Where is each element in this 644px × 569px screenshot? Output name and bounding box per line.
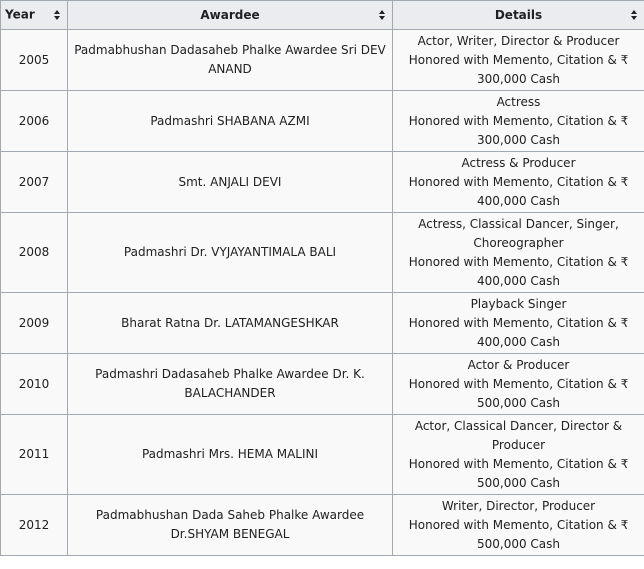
details-role: Playback Singer xyxy=(470,296,567,311)
year-cell: 2007 xyxy=(1,152,68,213)
details-cell xyxy=(393,415,644,495)
year-cell: 2012 xyxy=(1,495,68,556)
awardee-cell: Smt. ANJALI DEVI xyxy=(68,152,393,213)
details-cell xyxy=(393,91,644,152)
table-row xyxy=(1,495,644,556)
year-cell: 2005 xyxy=(1,30,68,91)
awardee-column-header[interactable] xyxy=(68,1,393,30)
table-row xyxy=(1,354,644,415)
sort-icon[interactable] xyxy=(631,10,637,20)
details-role: Writer, Director, Producer xyxy=(441,498,596,513)
table-row xyxy=(1,213,644,293)
details-honor: Honored with Memento, Citation & ₹ 500,000 Cash xyxy=(408,376,629,410)
year-column-header[interactable] xyxy=(1,1,68,30)
details-cell xyxy=(393,213,644,293)
table-row xyxy=(1,152,644,213)
year-cell: 2006 xyxy=(1,91,68,152)
awardee-cell: Padmashri Dr. VYJAYANTIMALA BALI xyxy=(68,213,393,293)
details-cell xyxy=(393,354,644,415)
details-honor: Honored with Memento, Citation & ₹ 400,000 Cash xyxy=(408,174,629,208)
table-row xyxy=(1,91,644,152)
details-honor: Honored with Memento, Citation & ₹ 500,000 Cash xyxy=(408,517,629,551)
year-header-label: Year xyxy=(5,7,35,22)
details-role: Actor, Classical Dancer, Director & Producer xyxy=(414,418,623,452)
awardee-cell: Padmabhushan Dada Saheb Phalke Awardee Dr.SHYAM BENEGAL xyxy=(68,495,393,556)
awardee-cell: Padmashri Mrs. HEMA MALINI xyxy=(68,415,393,495)
details-role: Actress & Producer xyxy=(461,155,576,170)
awardee-header-label: Awardee xyxy=(200,7,260,22)
awardee-cell: Padmabhushan Dadasaheb Phalke Awardee Sri DEV ANAND xyxy=(68,30,393,91)
year-cell: 2008 xyxy=(1,213,68,293)
details-cell xyxy=(393,293,644,354)
details-role: Actress xyxy=(496,94,541,109)
details-honor: Honored with Memento, Citation & ₹ 400,000 Cash xyxy=(408,254,629,288)
sort-icon[interactable] xyxy=(379,10,385,20)
details-role: Actor & Producer xyxy=(467,357,570,372)
details-honor: Honored with Memento, Citation & ₹ 300,000 Cash xyxy=(408,52,629,86)
details-column-header[interactable] xyxy=(393,1,644,30)
details-honor: Honored with Memento, Citation & ₹ 400,000 Cash xyxy=(408,315,629,349)
year-cell: 2010 xyxy=(1,354,68,415)
details-honor: Honored with Memento, Citation & ₹ 300,000 Cash xyxy=(408,113,629,147)
table-row xyxy=(1,30,644,91)
details-honor: Honored with Memento, Citation & ₹ 500,000 Cash xyxy=(408,456,629,490)
details-cell xyxy=(393,30,644,91)
year-cell: 2009 xyxy=(1,293,68,354)
details-header-label: Details xyxy=(494,7,543,22)
table-header-row xyxy=(1,1,644,30)
table-row xyxy=(1,415,644,495)
details-cell xyxy=(393,152,644,213)
awardee-cell: Bharat Ratna Dr. LATAMANGESHKAR xyxy=(68,293,393,354)
sort-icon[interactable] xyxy=(54,10,60,20)
details-cell xyxy=(393,495,644,556)
details-role: Actress, Classical Dancer, Singer, Choreographer xyxy=(418,216,619,250)
details-role: Actor, Writer, Director & Producer xyxy=(417,33,620,48)
awardee-cell: Padmashri Dadasaheb Phalke Awardee Dr. K. BALACHANDER xyxy=(68,354,393,415)
table-row xyxy=(1,293,644,354)
awardee-cell: Padmashri SHABANA AZMI xyxy=(68,91,393,152)
year-cell: 2011 xyxy=(1,415,68,495)
